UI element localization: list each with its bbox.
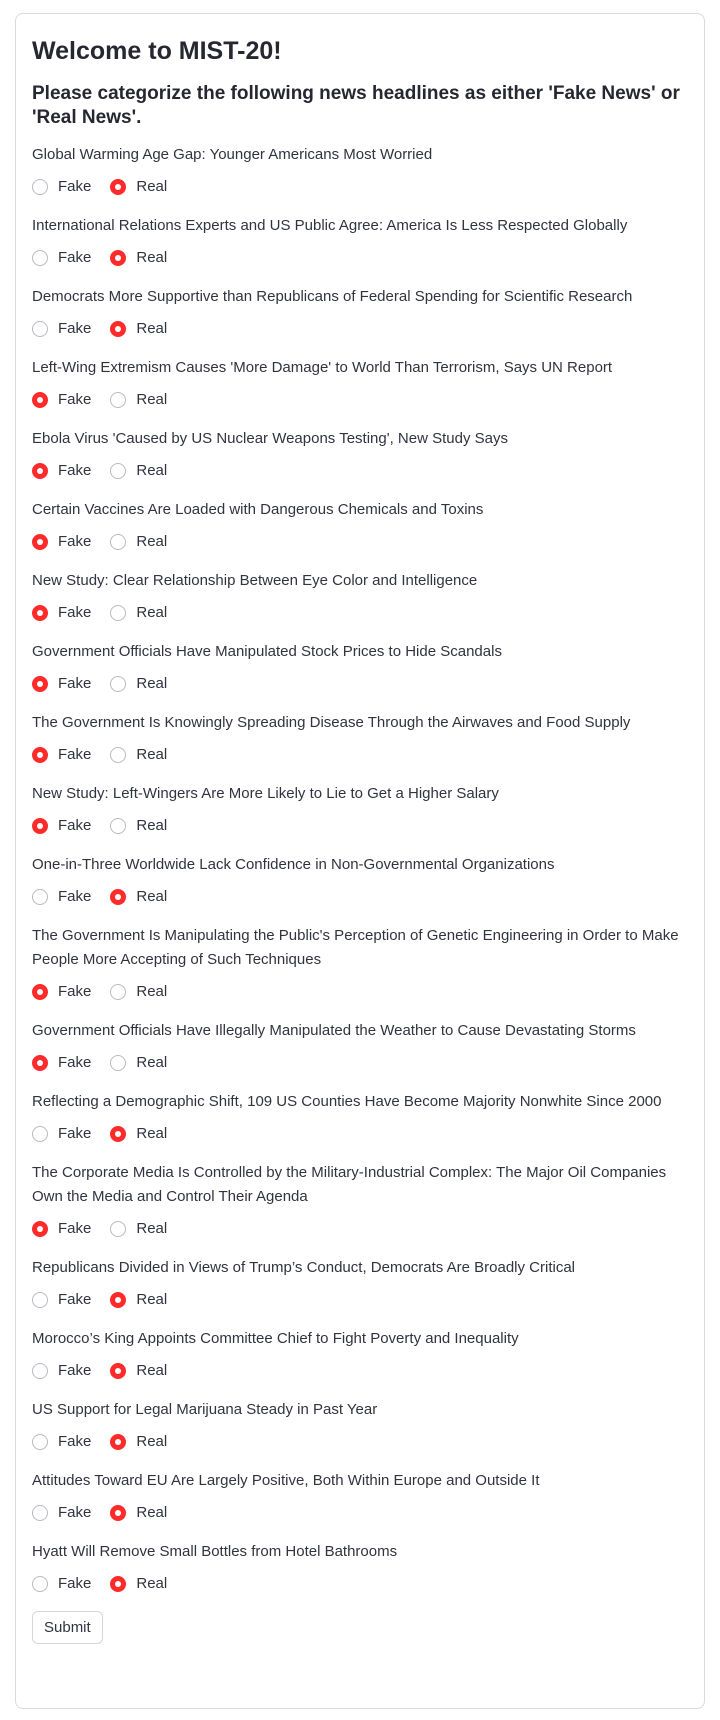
question-item [32, 782, 688, 836]
radio-button[interactable] [110, 747, 126, 763]
radio-button[interactable] [32, 463, 48, 479]
question-headline: International Relations Experts and US Public Agree: America Is Less Respected Globally [32, 217, 628, 234]
radio-button[interactable] [110, 984, 126, 1000]
radio-label: Real [136, 178, 168, 195]
question-item [32, 1161, 688, 1239]
radio-option-fake[interactable] [32, 1361, 91, 1381]
radio-label: Real [136, 533, 168, 550]
radio-label: Fake [58, 1220, 92, 1237]
radio-button[interactable] [110, 463, 126, 479]
radio-group [32, 390, 688, 410]
radio-label: Real [136, 983, 168, 1000]
radio-label: Real [136, 1220, 168, 1237]
radio-label: Real [136, 1433, 168, 1450]
radio-option-fake[interactable] [32, 319, 91, 339]
instructions-heading: Please categorize the following news headlines as either 'Fake News' or 'Real News'. [32, 83, 680, 128]
radio-button[interactable] [32, 1221, 48, 1237]
radio-button[interactable] [32, 1055, 48, 1071]
radio-option-fake[interactable] [32, 745, 91, 765]
radio-option-fake[interactable] [32, 1503, 91, 1523]
radio-label: Real [136, 1575, 168, 1592]
mist-form-card [15, 13, 705, 1709]
question-headline: Hyatt Will Remove Small Bottles from Hotel Bathrooms [32, 1543, 398, 1560]
page-title: Welcome to MIST-20! [32, 37, 282, 65]
question-item [32, 924, 688, 1002]
radio-button[interactable] [32, 534, 48, 550]
radio-option-real[interactable] [110, 674, 167, 694]
question-item [32, 1469, 688, 1523]
radio-label: Fake [58, 675, 92, 692]
radio-button[interactable] [110, 605, 126, 621]
radio-button[interactable] [32, 676, 48, 692]
question-headline: One-in-Three Worldwide Lack Confidence in Non-Governmental Organizations [32, 856, 555, 873]
question-headline: US Support for Legal Marijuana Steady in Past Year [32, 1401, 378, 1418]
radio-label: Fake [58, 1433, 92, 1450]
question-headline: Morocco’s King Appoints Committee Chief to Fight Poverty and Inequality [32, 1330, 519, 1347]
radio-label: Fake [58, 533, 92, 550]
radio-option-real[interactable] [110, 1503, 167, 1523]
radio-button[interactable] [32, 1434, 48, 1450]
radio-label: Real [136, 320, 168, 337]
radio-label: Fake [58, 178, 92, 195]
question-item [32, 1090, 688, 1144]
radio-option-fake[interactable] [32, 674, 91, 694]
radio-option-fake[interactable] [32, 1219, 91, 1239]
radio-label: Real [136, 249, 168, 266]
question-item [32, 356, 688, 410]
question-headline: Reflecting a Demographic Shift, 109 US Counties Have Become Majority Nonwhite Since 2000 [32, 1093, 662, 1110]
radio-option-real[interactable] [110, 745, 167, 765]
radio-option-real[interactable] [110, 1219, 167, 1239]
radio-group [32, 816, 688, 836]
radio-label: Real [136, 746, 168, 763]
radio-label: Real [136, 1504, 168, 1521]
radio-label: Fake [58, 888, 92, 905]
radio-option-fake[interactable] [32, 1053, 91, 1073]
question-item [32, 1540, 688, 1594]
question-headline: Government Officials Have Illegally Manipulated the Weather to Cause Devastating Storms [32, 1022, 636, 1039]
radio-option-fake[interactable] [32, 1432, 91, 1452]
radio-option-fake[interactable] [32, 248, 91, 268]
radio-button[interactable] [110, 321, 126, 337]
radio-button[interactable] [110, 676, 126, 692]
radio-option-real[interactable] [110, 816, 167, 836]
submit-button[interactable]: Submit [32, 1611, 103, 1644]
radio-group [32, 1503, 688, 1523]
radio-label: Fake [58, 391, 92, 408]
radio-option-real[interactable] [110, 319, 167, 339]
radio-button[interactable] [32, 1126, 48, 1142]
radio-label: Fake [58, 983, 92, 1000]
radio-option-fake[interactable] [32, 603, 91, 623]
question-list [32, 143, 688, 1594]
radio-button[interactable] [32, 605, 48, 621]
radio-button[interactable] [110, 250, 126, 266]
radio-option-fake[interactable] [32, 887, 91, 907]
radio-group [32, 1432, 688, 1452]
radio-option-fake[interactable] [32, 816, 91, 836]
question-item [32, 853, 688, 907]
radio-label: Fake [58, 1291, 92, 1308]
radio-button[interactable] [110, 1221, 126, 1237]
radio-group [32, 177, 688, 197]
question-item [32, 1398, 688, 1452]
question-headline: Ebola Virus 'Caused by US Nuclear Weapons Testing', New Study Says [32, 430, 508, 447]
radio-button[interactable] [110, 534, 126, 550]
radio-label: Real [136, 462, 168, 479]
question-headline: Government Officials Have Manipulated Stock Prices to Hide Scandals [32, 643, 502, 660]
radio-label: Fake [58, 1125, 92, 1142]
radio-button[interactable] [32, 1363, 48, 1379]
question-headline: New Study: Left-Wingers Are More Likely to Lie to Get a Higher Salary [32, 785, 499, 802]
radio-button[interactable] [110, 1292, 126, 1308]
radio-button[interactable] [110, 1576, 126, 1592]
question-headline: New Study: Clear Relationship Between Eye Color and Intelligence [32, 572, 478, 589]
radio-option-real[interactable] [110, 532, 167, 552]
radio-group [32, 1574, 688, 1594]
radio-label: Fake [58, 604, 92, 621]
radio-button[interactable] [110, 1434, 126, 1450]
radio-option-fake[interactable] [32, 1124, 91, 1144]
radio-option-real[interactable] [110, 1361, 167, 1381]
radio-group [32, 674, 688, 694]
radio-button[interactable] [32, 250, 48, 266]
question-item [32, 214, 688, 268]
radio-button[interactable] [110, 392, 126, 408]
radio-option-real[interactable] [110, 1053, 167, 1073]
radio-option-fake[interactable] [32, 461, 91, 481]
radio-group [32, 1290, 688, 1310]
radio-button[interactable] [32, 984, 48, 1000]
radio-group [32, 1219, 688, 1239]
radio-button[interactable] [32, 392, 48, 408]
radio-label: Fake [58, 249, 92, 266]
radio-label: Real [136, 1125, 168, 1142]
radio-label: Real [136, 888, 168, 905]
radio-button[interactable] [32, 321, 48, 337]
radio-option-real[interactable] [110, 603, 167, 623]
question-item [32, 143, 688, 197]
radio-button[interactable] [110, 1126, 126, 1142]
radio-group [32, 1124, 688, 1144]
radio-button[interactable] [110, 1363, 126, 1379]
radio-label: Fake [58, 817, 92, 834]
radio-button[interactable] [110, 818, 126, 834]
question-item [32, 285, 688, 339]
radio-group [32, 745, 688, 765]
radio-option-real[interactable] [110, 248, 167, 268]
question-headline: Global Warming Age Gap: Younger Americans Most Worried [32, 146, 433, 163]
radio-option-fake[interactable] [32, 177, 91, 197]
radio-group [32, 1361, 688, 1381]
radio-label: Real [136, 675, 168, 692]
radio-option-real[interactable] [110, 1124, 167, 1144]
question-headline: Republicans Divided in Views of Trump’s Conduct, Democrats Are Broadly Critical [32, 1259, 576, 1276]
radio-button[interactable] [110, 179, 126, 195]
radio-button[interactable] [110, 889, 126, 905]
question-headline: Left-Wing Extremism Causes 'More Damage' to World Than Terrorism, Says UN Report [32, 359, 613, 376]
radio-label: Real [136, 817, 168, 834]
radio-group [32, 248, 688, 268]
radio-label: Real [136, 391, 168, 408]
question-headline: The Government Is Manipulating the Public's Perception of Genetic Engineering in Order to Make People More Accepting of Such Techniques [32, 927, 679, 968]
radio-option-fake[interactable] [32, 1290, 91, 1310]
radio-label: Fake [58, 746, 92, 763]
radio-label: Real [136, 1054, 168, 1071]
question-item [32, 640, 688, 694]
question-headline: Certain Vaccines Are Loaded with Dangerous Chemicals and Toxins [32, 501, 484, 518]
question-item [32, 427, 688, 481]
radio-group [32, 319, 688, 339]
question-headline: The Corporate Media Is Controlled by the Military-Industrial Complex: The Major Oil Companies Own the Media and Control Their Agenda [32, 1164, 667, 1205]
radio-label: Fake [58, 1504, 92, 1521]
radio-label: Fake [58, 1575, 92, 1592]
radio-button[interactable] [32, 1505, 48, 1521]
radio-button[interactable] [32, 1576, 48, 1592]
question-item [32, 1256, 688, 1310]
radio-button[interactable] [32, 818, 48, 834]
radio-option-fake[interactable] [32, 390, 91, 410]
radio-label: Fake [58, 320, 92, 337]
radio-label: Fake [58, 462, 92, 479]
radio-button[interactable] [32, 889, 48, 905]
radio-option-real[interactable] [110, 390, 167, 410]
radio-group [32, 461, 688, 481]
radio-group [32, 603, 688, 623]
radio-button[interactable] [110, 1505, 126, 1521]
question-item [32, 711, 688, 765]
radio-option-real[interactable] [110, 982, 167, 1002]
radio-group [32, 1053, 688, 1073]
radio-option-fake[interactable] [32, 1574, 91, 1594]
question-headline: Attitudes Toward EU Are Largely Positive, Both Within Europe and Outside It [32, 1472, 540, 1489]
radio-group [32, 887, 688, 907]
radio-option-real[interactable] [110, 887, 167, 907]
radio-option-fake[interactable] [32, 532, 91, 552]
radio-button[interactable] [110, 1055, 126, 1071]
radio-label: Real [136, 604, 168, 621]
radio-button[interactable] [32, 1292, 48, 1308]
radio-label: Fake [58, 1054, 92, 1071]
question-headline: Democrats More Supportive than Republicans of Federal Spending for Scientific Research [32, 288, 633, 305]
radio-option-real[interactable] [110, 177, 167, 197]
radio-option-real[interactable] [110, 461, 167, 481]
radio-group [32, 982, 688, 1002]
radio-button[interactable] [32, 179, 48, 195]
radio-option-fake[interactable] [32, 982, 91, 1002]
question-headline: The Government Is Knowingly Spreading Disease Through the Airwaves and Food Supply [32, 714, 631, 731]
question-item [32, 569, 688, 623]
radio-label: Real [136, 1362, 168, 1379]
question-item [32, 1019, 688, 1073]
radio-label: Fake [58, 1362, 92, 1379]
radio-button[interactable] [32, 747, 48, 763]
question-item [32, 1327, 688, 1381]
radio-option-real[interactable] [110, 1432, 167, 1452]
radio-label: Real [136, 1291, 168, 1308]
question-item [32, 498, 688, 552]
radio-group [32, 532, 688, 552]
radio-option-real[interactable] [110, 1574, 167, 1594]
radio-option-real[interactable] [110, 1290, 167, 1310]
